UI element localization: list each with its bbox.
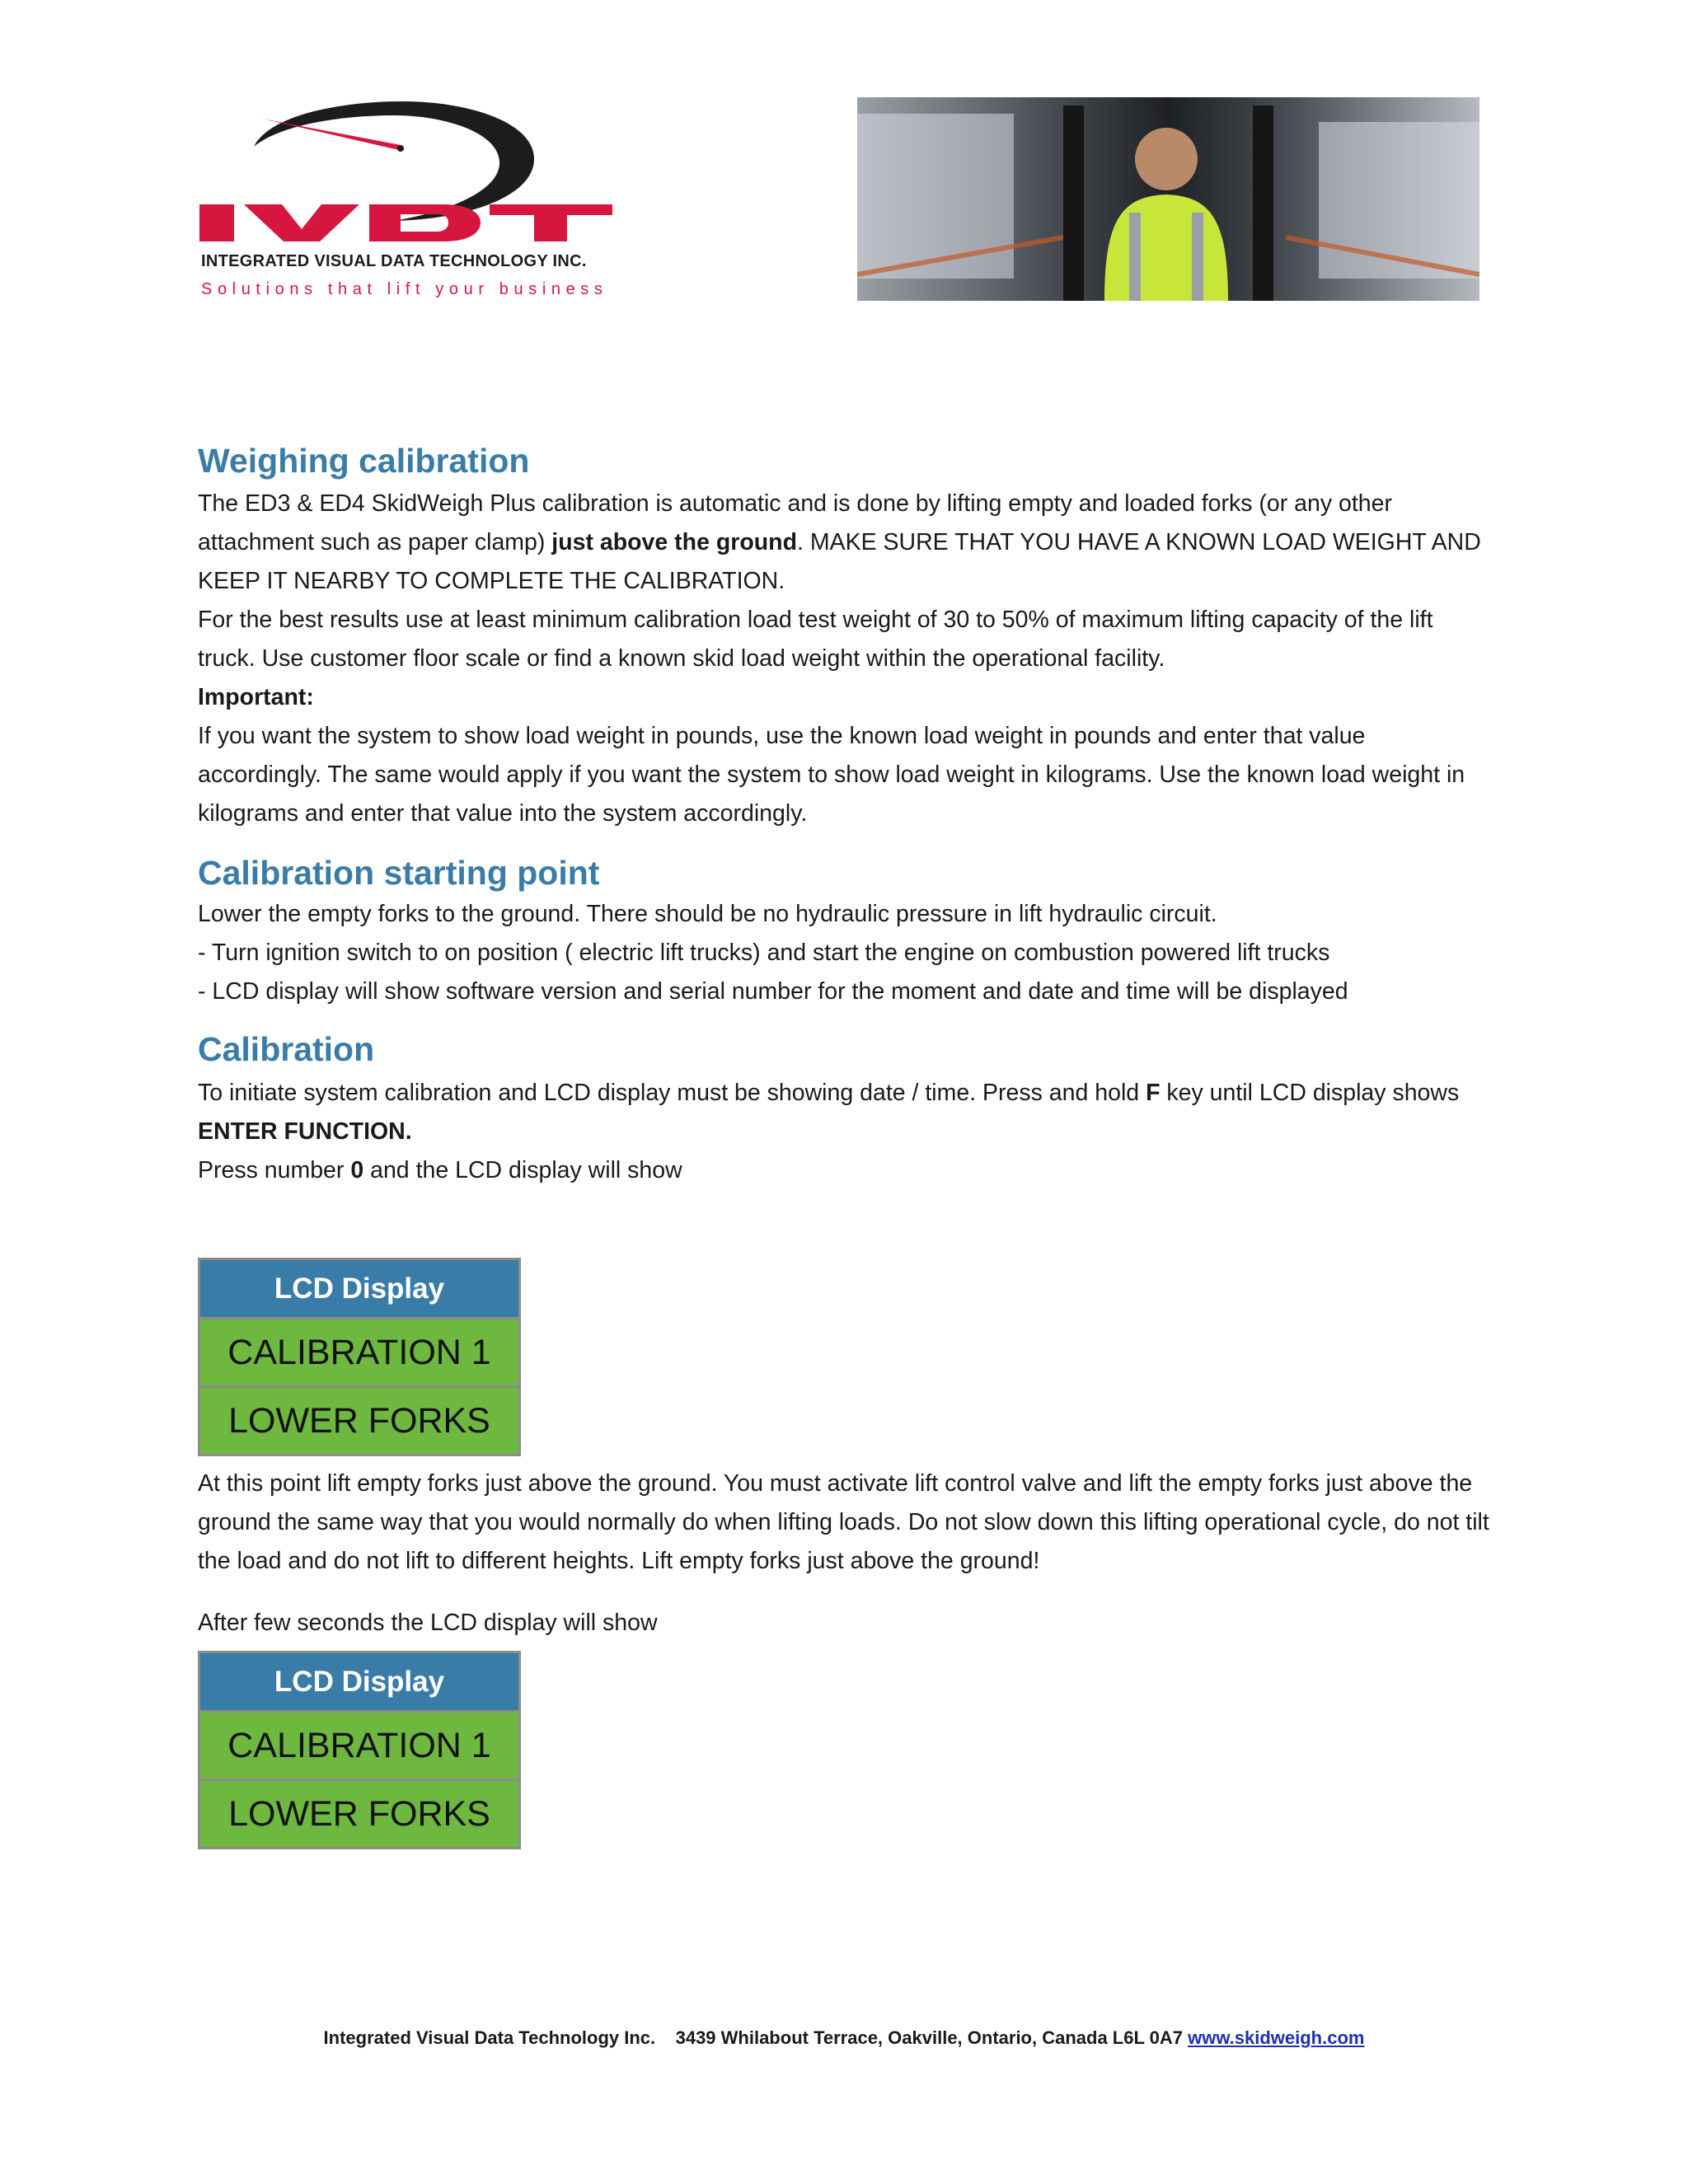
lcd-display-2 [198, 1651, 521, 1849]
text-span: . MAKE SURE THAT YOU HAVE A KNOWN LOAD WEIGHT AND KEEP IT NEARBY TO COMPLETE THE CALIBRATION. [198, 529, 1481, 595]
text-span: and the LCD display will show [363, 1156, 682, 1183]
text-span: The ED3 & ED4 SkidWeigh Plus calibration is automatic and is done by lifting empty and loaded forks (or any other attachment such as paper clamp) [198, 490, 1392, 556]
footer-website-link[interactable]: www.skidweigh.com [1188, 2027, 1365, 2048]
logo-letters-ivdt [199, 204, 612, 241]
heading-calibration-starting-point: Calibration starting point [198, 854, 600, 893]
lcd-header: LCD Display [200, 1260, 518, 1317]
heading-weighing-calibration: Weighing calibration [198, 442, 530, 480]
paragraph-intro [198, 485, 1492, 601]
lcd-line-1: CALIBRATION 1 [200, 1713, 518, 1779]
text-bold: ENTER FUNCTION. [198, 1118, 412, 1145]
paragraph-best-results: For the best results use at least minimum calibration load test weight of 30 to 50% of maximum lifting capacity of the lift truck. Use customer floor scale or find a known skid load weight within the operational facility. [198, 607, 1433, 673]
text-span: key until LCD display shows [1160, 1079, 1460, 1106]
heading-calibration: Calibration [198, 1030, 375, 1069]
page-footer [0, 2027, 1688, 2049]
lcd-display-1 [198, 1258, 521, 1456]
text-bold: just above the ground [551, 529, 797, 556]
footer-address: 3439 Whilabout Terrace, Oakville, Ontario, Canada L6L 0A7 [675, 2027, 1183, 2048]
logo-swoosh-graphic [196, 97, 625, 246]
logo-tagline: Solutions that lift your business [201, 280, 608, 298]
paragraph-ignition: - Turn ignition switch to on position ( electric lift trucks) and start the engine on combustion powered lift trucks [198, 940, 1330, 967]
company-logo [196, 97, 625, 312]
document-body [198, 441, 1492, 1190]
paragraph-after-few-seconds: After few seconds the LCD display will show [198, 1610, 658, 1636]
footer-company: Integrated Visual Data Technology Inc. [323, 2027, 656, 2048]
paragraph-press-zero [198, 1151, 1492, 1190]
header-forklift-photo [857, 97, 1479, 301]
logo-company-name: INTEGRATED VISUAL DATA TECHNOLOGY INC. [201, 252, 587, 270]
paragraph-important-label [198, 678, 1492, 717]
document-body-continued [198, 1465, 1492, 1643]
lcd-line-2: LOWER FORKS [200, 1388, 518, 1454]
lcd-line-1: CALIBRATION 1 [200, 1319, 518, 1385]
important-label: Important: [198, 684, 314, 711]
text-span: Press number [198, 1156, 351, 1183]
paragraph-units: If you want the system to show load weight in pounds, use the known load weight in pounds and enter that value accordingly. The same would apply if you want the system to show load weight in kilograms. Use the known load weight in kilograms and enter that value into the system accordingly. [198, 723, 1465, 827]
paragraph-lift-empty-forks: At this point lift empty forks just above the ground. You must activate lift control valve and lift the empty forks just above the ground the same way that you would normally do when lifting loads. Do not slow down this lifting operational cycle, do not tilt the load and do not lift to different heights. Lift empty forks just above the ground! [198, 1470, 1489, 1574]
text-bold: 0 [350, 1156, 364, 1183]
text-span: To initiate system calibration and LCD display must be showing date / time. Press and hold [198, 1079, 1146, 1106]
paragraph-lower-forks: Lower the empty forks to the ground. There should be no hydraulic pressure in lift hydraulic circuit. [198, 901, 1217, 928]
lcd-header: LCD Display [200, 1653, 518, 1710]
paragraph-initiate [198, 1074, 1492, 1151]
paragraph-lcd-info: - LCD display will show software version and serial number for the moment and date and time will be displayed [198, 978, 1348, 1005]
lcd-line-2: LOWER FORKS [200, 1781, 518, 1847]
text-bold: F [1146, 1079, 1160, 1106]
